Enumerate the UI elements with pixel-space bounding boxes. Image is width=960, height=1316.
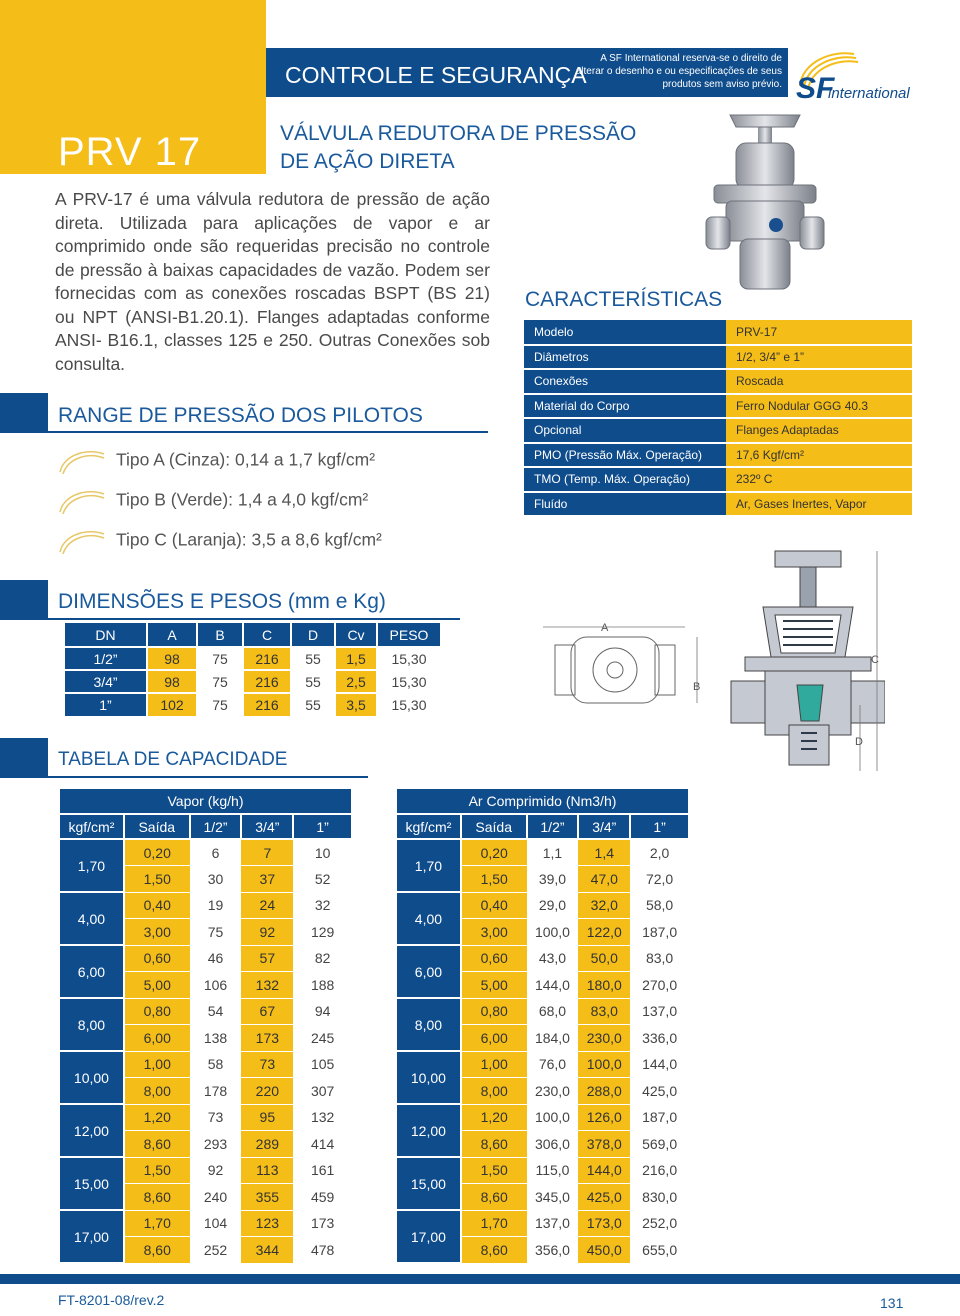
capacity-cell: 50,0 xyxy=(578,945,630,972)
capacity-cell: 92 xyxy=(190,1157,242,1184)
characteristic-row xyxy=(524,369,912,394)
capacity-cell: 178 xyxy=(190,1078,242,1105)
dim-label-d: D xyxy=(855,736,863,748)
capacity-cell: 8,60 xyxy=(124,1184,190,1211)
capacity-cell: 8,60 xyxy=(124,1237,190,1264)
capacity-cell: 104 xyxy=(190,1210,242,1237)
capacity-cell: 5,00 xyxy=(461,972,527,999)
capacity-cell: 37 xyxy=(241,866,293,893)
dimension-cell: 3/4” xyxy=(65,670,147,693)
pilot-label-c: Tipo C (Laranja): 3,5 a 8,6 kgf/cm² xyxy=(116,529,382,550)
capacity-cell: 6 xyxy=(190,839,242,866)
pilots-section-bar xyxy=(0,393,48,433)
dimension-cell: 216 xyxy=(243,647,291,670)
document-code: FT-8201-08/rev.2 xyxy=(58,1292,165,1308)
dimension-cell: 75 xyxy=(197,670,243,693)
capacity-cell: 830,0 xyxy=(630,1184,689,1211)
capacity-cell: 24 xyxy=(241,892,293,919)
capacity-cell: 106 xyxy=(190,972,242,999)
capacity-cell: 0,80 xyxy=(124,998,190,1025)
capacity-row xyxy=(60,945,352,972)
capacity-cell: 92 xyxy=(241,919,293,946)
capacity-cell: 425,0 xyxy=(578,1184,630,1211)
capacity-cell: 173,0 xyxy=(578,1210,630,1237)
characteristic-key: TMO (Temp. Máx. Operação) xyxy=(524,467,726,492)
inlet-pressure-cell: 6,00 xyxy=(60,945,124,998)
vapor-table-title: Vapor (kg/h) xyxy=(60,789,352,814)
capacity-cell: 6,00 xyxy=(124,1025,190,1052)
capacity-cell: 184,0 xyxy=(527,1025,579,1052)
capacity-header: Saída xyxy=(461,814,527,839)
capacity-cell: 82 xyxy=(293,945,352,972)
capacity-header: Saída xyxy=(124,814,190,839)
dimension-header: Cv xyxy=(335,623,377,647)
capacity-cell: 1,1 xyxy=(527,839,579,866)
capacity-cell: 115,0 xyxy=(527,1157,579,1184)
capacity-row xyxy=(60,839,352,866)
capacity-cell: 425,0 xyxy=(630,1078,689,1105)
capacity-cell: 1,70 xyxy=(461,1210,527,1237)
dimension-row xyxy=(65,670,441,693)
capacity-cell: 0,60 xyxy=(461,945,527,972)
capacity-cell: 220 xyxy=(241,1078,293,1105)
dimension-cell: 75 xyxy=(197,647,243,670)
capacity-cell: 144,0 xyxy=(630,1051,689,1078)
capacity-cell: 161 xyxy=(293,1157,352,1184)
capacity-cell: 73 xyxy=(190,1104,242,1131)
characteristic-value: Roscada xyxy=(726,369,912,394)
inlet-pressure-cell: 15,00 xyxy=(397,1157,461,1210)
capacity-cell: 8,60 xyxy=(461,1131,527,1158)
capacity-cell: 3,00 xyxy=(124,919,190,946)
capacity-cell: 230,0 xyxy=(578,1025,630,1052)
inlet-pressure-cell: 10,00 xyxy=(397,1051,461,1104)
dimension-header: PESO xyxy=(377,623,441,647)
capacity-cell: 1,50 xyxy=(461,1157,527,1184)
capacity-cell: 173 xyxy=(293,1210,352,1237)
footer-bar xyxy=(0,1274,960,1284)
capacity-cell: 180,0 xyxy=(578,972,630,999)
capacity-cell: 655,0 xyxy=(630,1237,689,1264)
section-title: CONTROLE E SEGURANÇA xyxy=(285,62,587,88)
capacity-cell: 29,0 xyxy=(527,892,579,919)
capacity-cell: 129 xyxy=(293,919,352,946)
capacity-cell: 76,0 xyxy=(527,1051,579,1078)
capacity-cell: 5,00 xyxy=(124,972,190,999)
dimensions-title: DIMENSÕES E PESOS (mm e Kg) xyxy=(58,590,386,613)
capacity-cell: 345,0 xyxy=(527,1184,579,1211)
capacity-cell: 252 xyxy=(190,1237,242,1264)
capacity-cell: 378,0 xyxy=(578,1131,630,1158)
capacity-cell: 32,0 xyxy=(578,892,630,919)
pilot-label-b: Tipo B (Verde): 1,4 a 4,0 kgf/cm² xyxy=(116,489,369,510)
characteristic-row xyxy=(524,443,912,468)
dimension-cell: 15,30 xyxy=(377,647,441,670)
inlet-pressure-cell: 15,00 xyxy=(60,1157,124,1210)
dimension-header: B xyxy=(197,623,243,647)
capacity-cell: 54 xyxy=(190,998,242,1025)
capacity-cell: 105 xyxy=(293,1051,352,1078)
page-subtitle xyxy=(280,120,636,176)
dimension-header: D xyxy=(291,623,335,647)
intro-paragraph: A PRV-17 é uma válvula redutora de pressão de ação direta. Utilizada para aplicações de vapor e ar comprimido onde são requeridas precisão no controle de pressão à baixas capacidades de vazão. Podem ser fornecidas com as conexões roscadas BSPT (BS 21) ou NPT (ANSI-B1.20.1). Flanges adaptadas conforme ANSI- B16.1, classes 125 e 250. Outras Conexões sob consulta. xyxy=(55,189,490,374)
capacity-cell: 289 xyxy=(241,1131,293,1158)
inlet-pressure-cell: 1,70 xyxy=(60,839,124,892)
subtitle-line-1: VÁLVULA REDUTORA DE PRESSÃO xyxy=(280,122,637,145)
vapor-capacity-table xyxy=(60,789,353,1264)
dimension-cell: 2,5 xyxy=(335,670,377,693)
capacity-header: 1” xyxy=(630,814,689,839)
air-capacity-table xyxy=(397,789,690,1264)
capacity-cell: 6,00 xyxy=(461,1025,527,1052)
capacity-cell: 1,00 xyxy=(461,1051,527,1078)
capacity-row xyxy=(60,1051,352,1078)
capacity-cell: 67 xyxy=(241,998,293,1025)
capacity-row xyxy=(397,839,689,866)
capacity-header: 3/4” xyxy=(578,814,630,839)
dimension-cell: 75 xyxy=(197,693,243,716)
capacity-cell: 137,0 xyxy=(527,1210,579,1237)
subtitle-line-2: DE AÇÃO DIRETA xyxy=(280,150,455,173)
capacity-header: kgf/cm² xyxy=(60,814,124,839)
dimension-row xyxy=(65,647,441,670)
capacity-cell: 173 xyxy=(241,1025,293,1052)
dim-label-a: A xyxy=(601,622,609,634)
capacity-title: TABELA DE CAPACIDADE xyxy=(58,749,288,770)
capacity-cell: 245 xyxy=(293,1025,352,1052)
characteristic-row xyxy=(524,492,912,517)
air-table-title: Ar Comprimido (Nm3/h) xyxy=(397,789,689,814)
capacity-cell: 478 xyxy=(293,1237,352,1264)
characteristic-key: Opcional xyxy=(524,418,726,443)
capacity-row xyxy=(60,998,352,1025)
inlet-pressure-cell: 8,00 xyxy=(397,998,461,1051)
capacity-header: 1/2” xyxy=(527,814,579,839)
capacity-cell: 113 xyxy=(241,1157,293,1184)
capacity-header: 3/4” xyxy=(241,814,293,839)
capacity-cell: 188 xyxy=(293,972,352,999)
dimension-header: A xyxy=(147,623,197,647)
inlet-pressure-cell: 10,00 xyxy=(60,1051,124,1104)
capacity-header: 1/2” xyxy=(190,814,242,839)
dimensions-table xyxy=(65,623,442,716)
dimension-cell: 216 xyxy=(243,693,291,716)
capacity-cell: 336,0 xyxy=(630,1025,689,1052)
capacity-cell: 252,0 xyxy=(630,1210,689,1237)
capacity-row xyxy=(60,1210,352,1237)
capacity-cell: 8,00 xyxy=(124,1078,190,1105)
pilot-label-a: Tipo A (Cinza): 0,14 a 1,7 kgf/cm² xyxy=(116,449,376,470)
capacity-cell: 307 xyxy=(293,1078,352,1105)
dimension-cell: 1,5 xyxy=(335,647,377,670)
characteristic-value: Ar, Gases Inertes, Vapor xyxy=(726,492,912,517)
capacity-cell: 450,0 xyxy=(578,1237,630,1264)
page-number: 131 xyxy=(880,1295,904,1311)
capacity-cell: 270,0 xyxy=(630,972,689,999)
dimension-cell: 55 xyxy=(291,693,335,716)
capacity-cell: 132 xyxy=(241,972,293,999)
capacity-cell: 47,0 xyxy=(578,866,630,893)
inlet-pressure-cell: 4,00 xyxy=(397,892,461,945)
dimension-cell: 98 xyxy=(147,647,197,670)
pilot-item-a xyxy=(58,446,375,476)
capacity-cell: 414 xyxy=(293,1131,352,1158)
characteristic-key: Fluído xyxy=(524,492,726,517)
capacity-cell: 58,0 xyxy=(630,892,689,919)
capacity-cell: 355 xyxy=(241,1184,293,1211)
capacity-cell: 83,0 xyxy=(578,998,630,1025)
dimension-cell: 15,30 xyxy=(377,693,441,716)
dimension-cell: 98 xyxy=(147,670,197,693)
valve-photo xyxy=(700,105,830,295)
characteristic-key: Modelo xyxy=(524,320,726,345)
swirl-icon xyxy=(58,526,106,556)
logo-text: international xyxy=(828,85,910,102)
capacity-cell: 126,0 xyxy=(578,1104,630,1131)
capacity-cell: 94 xyxy=(293,998,352,1025)
capacity-cell: 100,0 xyxy=(527,1104,579,1131)
dimension-cell: 216 xyxy=(243,670,291,693)
capacity-cell: 43,0 xyxy=(527,945,579,972)
dimension-header: C xyxy=(243,623,291,647)
capacity-cell: 187,0 xyxy=(630,1104,689,1131)
characteristic-value: 232º C xyxy=(726,467,912,492)
pilots-section-line xyxy=(48,431,488,433)
capacity-cell: 8,60 xyxy=(124,1131,190,1158)
capacity-row xyxy=(397,945,689,972)
dimension-cell: 3,5 xyxy=(335,693,377,716)
capacity-cell: 52 xyxy=(293,866,352,893)
capacity-cell: 230,0 xyxy=(527,1078,579,1105)
characteristic-row xyxy=(524,394,912,419)
capacity-cell: 137,0 xyxy=(630,998,689,1025)
dimensions-section-line xyxy=(48,618,460,620)
inlet-pressure-cell: 4,00 xyxy=(60,892,124,945)
pilot-item-b xyxy=(58,486,368,516)
inlet-pressure-cell: 8,00 xyxy=(60,998,124,1051)
dimension-cell: 55 xyxy=(291,647,335,670)
capacity-cell: 0,20 xyxy=(124,839,190,866)
capacity-row xyxy=(397,1051,689,1078)
capacity-cell: 100,0 xyxy=(578,1051,630,1078)
characteristics-table xyxy=(524,320,912,517)
dimension-cell: 1” xyxy=(65,693,147,716)
capacity-cell: 100,0 xyxy=(527,919,579,946)
capacity-cell: 8,60 xyxy=(461,1237,527,1264)
capacity-row xyxy=(397,1210,689,1237)
characteristic-value: 1/2, 3/4” e 1” xyxy=(726,345,912,370)
capacity-cell: 1,00 xyxy=(124,1051,190,1078)
swirl-icon xyxy=(58,446,106,476)
characteristic-row xyxy=(524,418,912,443)
inlet-pressure-cell: 12,00 xyxy=(60,1104,124,1157)
capacity-cell: 32 xyxy=(293,892,352,919)
capacity-cell: 144,0 xyxy=(578,1157,630,1184)
capacity-cell: 306,0 xyxy=(527,1131,579,1158)
sf-logo xyxy=(792,44,922,104)
capacity-row xyxy=(397,998,689,1025)
capacity-cell: 1,50 xyxy=(461,866,527,893)
inlet-pressure-cell: 12,00 xyxy=(397,1104,461,1157)
capacity-cell: 8,60 xyxy=(461,1184,527,1211)
capacity-cell: 0,40 xyxy=(461,892,527,919)
characteristic-row xyxy=(524,467,912,492)
dimension-header: DN xyxy=(65,623,147,647)
disclaimer: A SF International reserva-se o direito de alterar o desenho e ou especificações de seus produtos sem aviso prévio. xyxy=(575,53,782,90)
capacity-row xyxy=(60,1104,352,1131)
capacity-cell: 0,40 xyxy=(124,892,190,919)
capacity-cell: 0,20 xyxy=(461,839,527,866)
capacity-cell: 95 xyxy=(241,1104,293,1131)
capacity-cell: 187,0 xyxy=(630,919,689,946)
characteristic-value: 17,6 Kgf/cm² xyxy=(726,443,912,468)
capacity-cell: 8,00 xyxy=(461,1078,527,1105)
capacity-cell: 216,0 xyxy=(630,1157,689,1184)
capacity-cell: 356,0 xyxy=(527,1237,579,1264)
pilot-item-c xyxy=(58,526,382,556)
capacity-section-bar xyxy=(0,738,48,778)
capacity-cell: 1,50 xyxy=(124,1157,190,1184)
capacity-cell: 7 xyxy=(241,839,293,866)
characteristic-row xyxy=(524,345,912,370)
inlet-pressure-cell: 17,00 xyxy=(60,1210,124,1263)
capacity-row xyxy=(60,892,352,919)
dimension-cell: 15,30 xyxy=(377,670,441,693)
capacity-cell: 293 xyxy=(190,1131,242,1158)
capacity-cell: 122,0 xyxy=(578,919,630,946)
capacity-cell: 73 xyxy=(241,1051,293,1078)
characteristic-row xyxy=(524,320,912,345)
characteristic-key: PMO (Pressão Máx. Operação) xyxy=(524,443,726,468)
characteristic-key: Conexões xyxy=(524,369,726,394)
dimensions-section-bar xyxy=(0,580,48,620)
dimension-row xyxy=(65,693,441,716)
swirl-icon xyxy=(58,486,106,516)
characteristics-title: CARACTERÍSTICAS xyxy=(525,288,723,311)
capacity-cell: 1,4 xyxy=(578,839,630,866)
capacity-cell: 1,50 xyxy=(124,866,190,893)
capacity-cell: 57 xyxy=(241,945,293,972)
dimension-cell: 1/2” xyxy=(65,647,147,670)
characteristic-value: Ferro Nodular GGG 40.3 xyxy=(726,394,912,419)
capacity-row xyxy=(60,1157,352,1184)
capacity-cell: 58 xyxy=(190,1051,242,1078)
capacity-cell: 83,0 xyxy=(630,945,689,972)
technical-drawing xyxy=(535,545,885,775)
characteristic-key: Diâmetros xyxy=(524,345,726,370)
dim-label-c: C xyxy=(871,654,879,666)
capacity-cell: 68,0 xyxy=(527,998,579,1025)
capacity-cell: 75 xyxy=(190,919,242,946)
capacity-cell: 1,20 xyxy=(124,1104,190,1131)
capacity-cell: 39,0 xyxy=(527,866,579,893)
characteristic-value: Flanges Adaptadas xyxy=(726,418,912,443)
characteristic-key: Material do Corpo xyxy=(524,394,726,419)
dimension-cell: 102 xyxy=(147,693,197,716)
dimension-cell: 55 xyxy=(291,670,335,693)
inlet-pressure-cell: 1,70 xyxy=(397,839,461,892)
capacity-cell: 3,00 xyxy=(461,919,527,946)
capacity-header: kgf/cm² xyxy=(397,814,461,839)
capacity-section-line xyxy=(48,776,368,778)
capacity-cell: 123 xyxy=(241,1210,293,1237)
capacity-cell: 19 xyxy=(190,892,242,919)
capacity-cell: 30 xyxy=(190,866,242,893)
capacity-cell: 0,60 xyxy=(124,945,190,972)
pilots-title: RANGE DE PRESSÃO DOS PILOTOS xyxy=(58,404,423,427)
capacity-cell: 1,20 xyxy=(461,1104,527,1131)
dim-label-b: B xyxy=(693,681,701,693)
capacity-row xyxy=(397,1157,689,1184)
capacity-cell: 0,80 xyxy=(461,998,527,1025)
characteristic-value: PRV-17 xyxy=(726,320,912,345)
inlet-pressure-cell: 17,00 xyxy=(397,1210,461,1263)
capacity-row xyxy=(397,892,689,919)
logo-mark: SF xyxy=(796,72,835,104)
capacity-cell: 1,70 xyxy=(124,1210,190,1237)
capacity-cell: 10 xyxy=(293,839,352,866)
capacity-cell: 344 xyxy=(241,1237,293,1264)
capacity-cell: 459 xyxy=(293,1184,352,1211)
capacity-header: 1” xyxy=(293,814,352,839)
capacity-cell: 240 xyxy=(190,1184,242,1211)
capacity-cell: 288,0 xyxy=(578,1078,630,1105)
capacity-cell: 569,0 xyxy=(630,1131,689,1158)
inlet-pressure-cell: 6,00 xyxy=(397,945,461,998)
capacity-cell: 144,0 xyxy=(527,972,579,999)
capacity-cell: 46 xyxy=(190,945,242,972)
capacity-cell: 138 xyxy=(190,1025,242,1052)
capacity-cell: 2,0 xyxy=(630,839,689,866)
capacity-cell: 72,0 xyxy=(630,866,689,893)
capacity-cell: 132 xyxy=(293,1104,352,1131)
capacity-row xyxy=(397,1104,689,1131)
product-title: PRV 17 xyxy=(58,130,202,174)
